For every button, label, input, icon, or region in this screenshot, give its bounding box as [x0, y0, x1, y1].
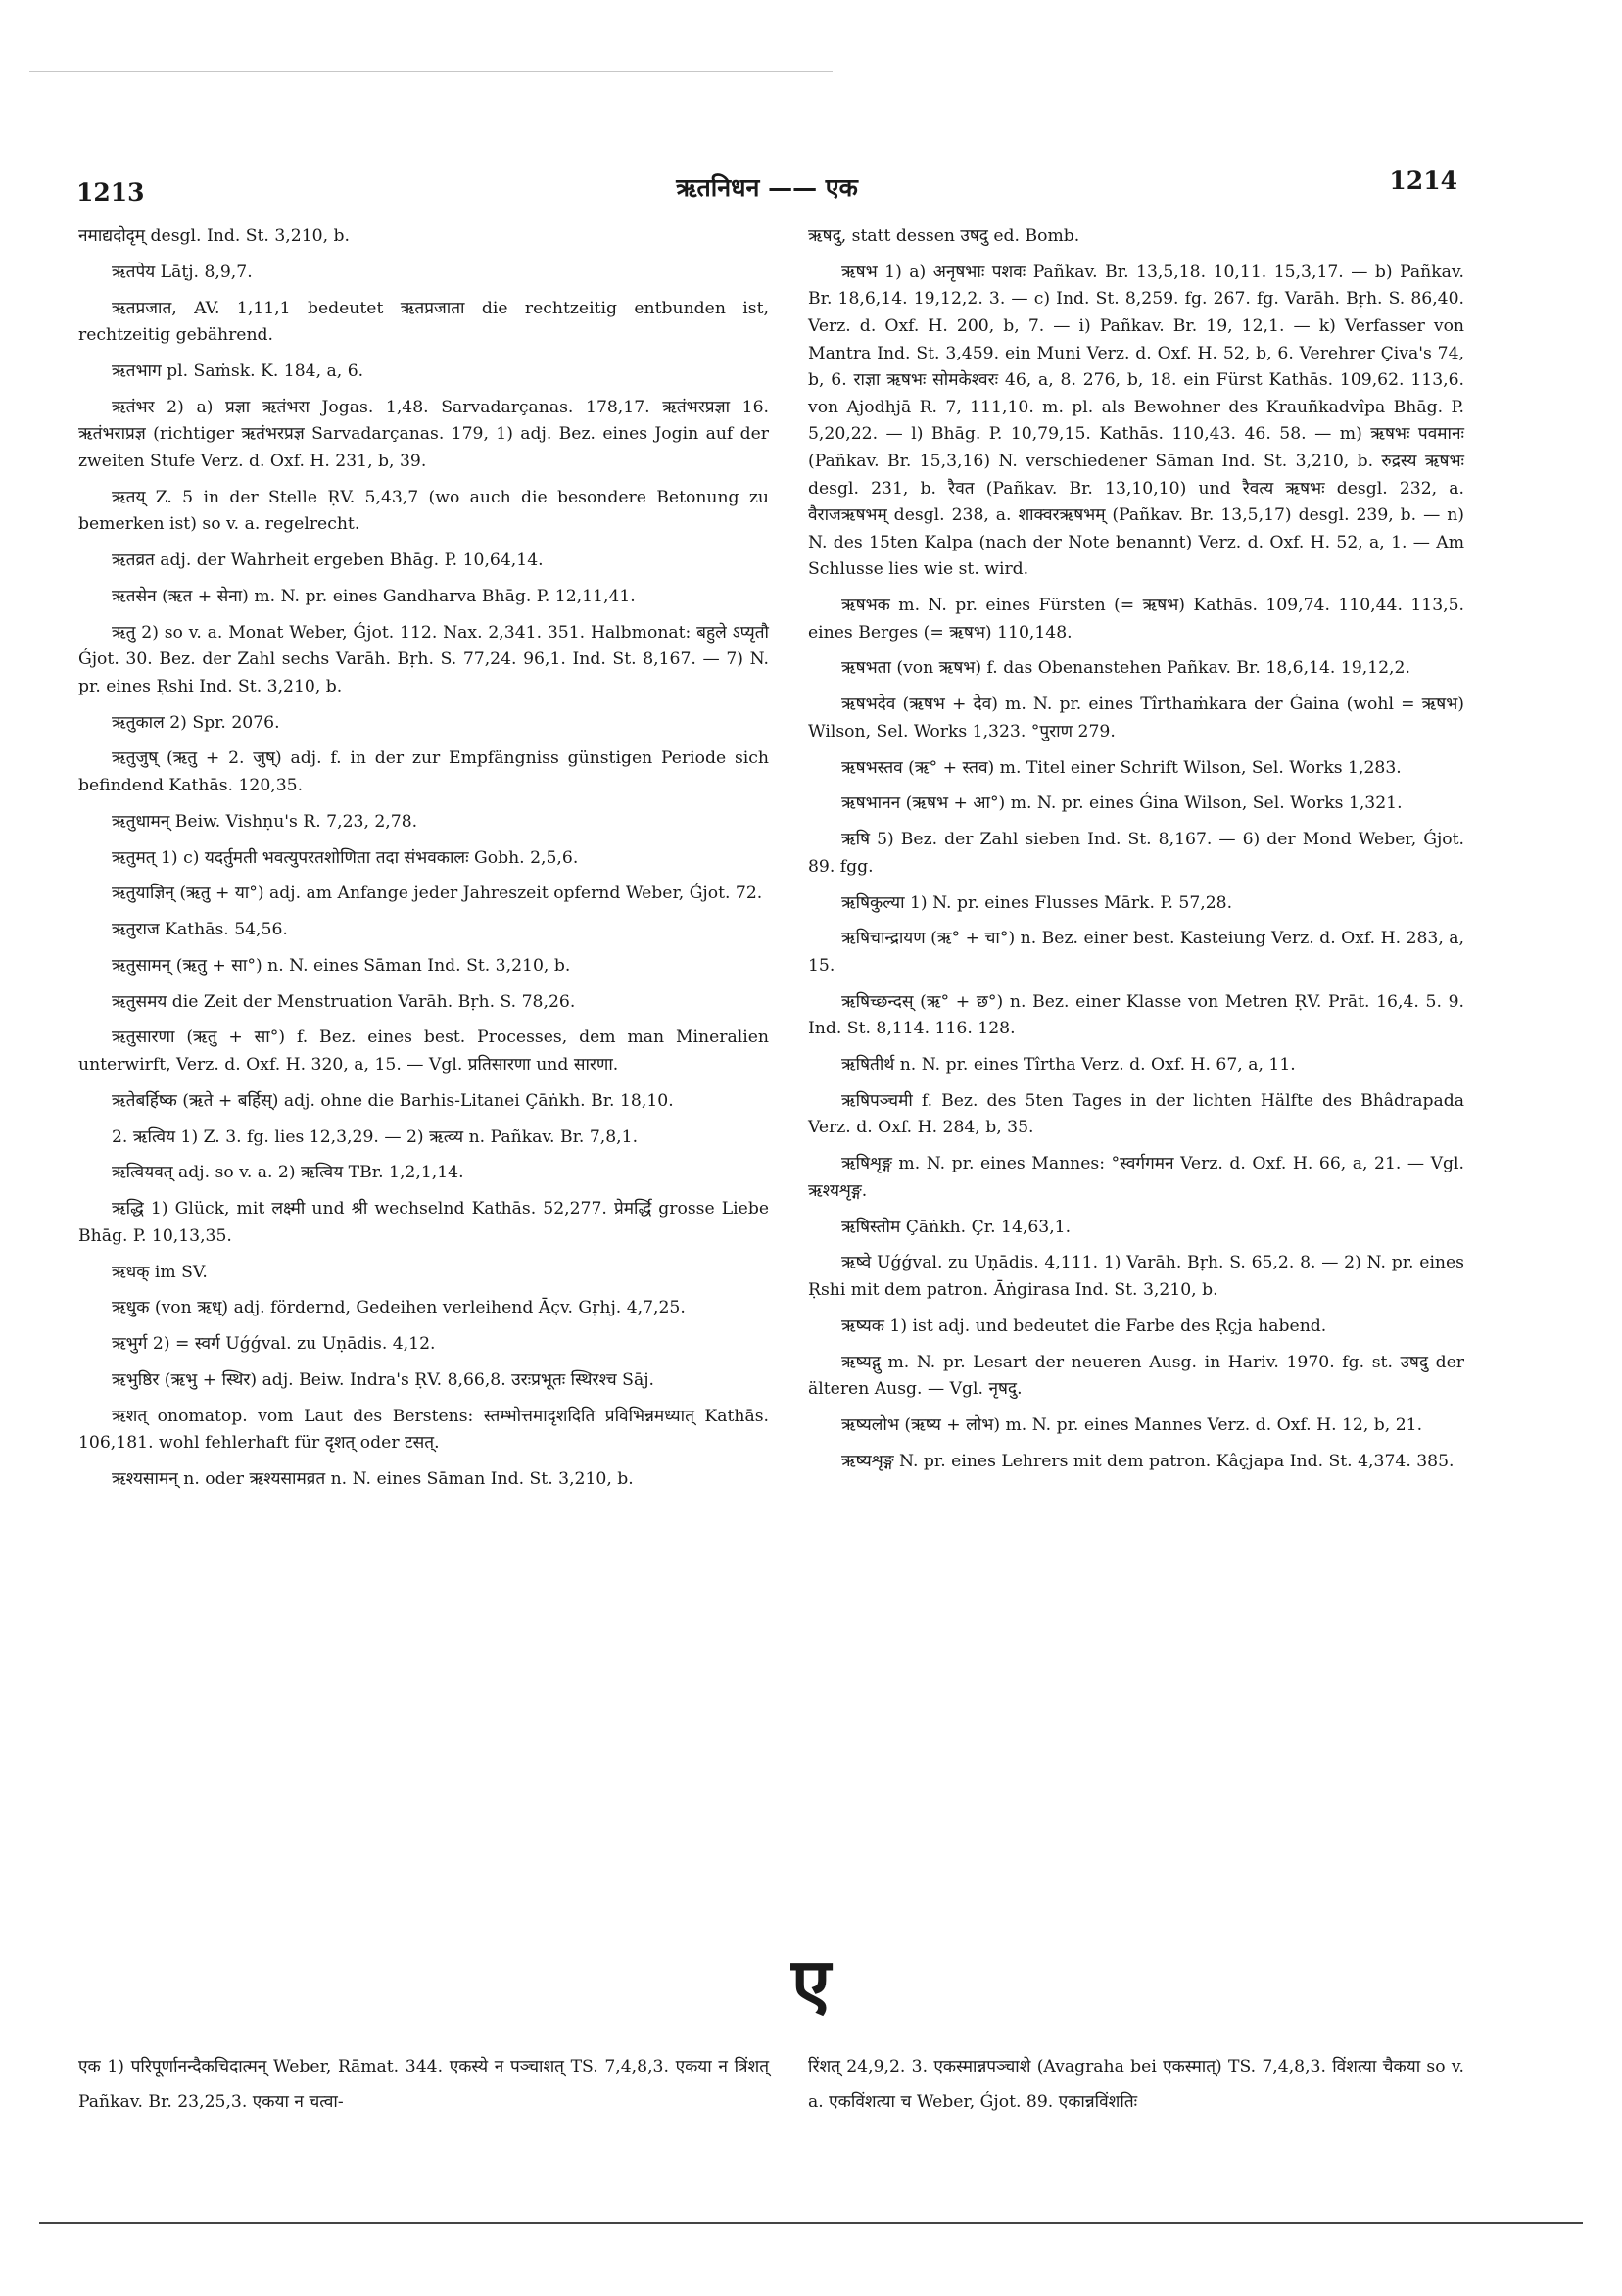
dictionary-entry: ऋतसेन (ऋत + सेना) m. N. pr. eines Gandharva Bhāg. P. 12,11,41. [112, 586, 636, 606]
left-column [78, 223, 769, 1503]
dictionary-entry: ऋषभक m. N. pr. eines Fürsten (= ऋषभ) Kathās. 109,74. 110,44. 113,5. eines Berges (= ऋषभ) 110,148. [808, 596, 1464, 643]
dictionary-entry: नमाद्यदोदृम् desgl. Ind. St. 3,210, b. [78, 226, 350, 246]
dictionary-entry: ऋतंभर 2) a) प्रज्ञा ऋतंभरा Jogas. 1,48. Sarvadarçanas. 178,17. ऋतंभरप्रज्ञा 16. ऋतंभराप्रज्ञ (richtiger ऋतंभरप्रज्ञ Sarvadarçanas. 179, 1) adj. Bez. eines Jogin auf der zweiten Stufe Verz. d. Oxf. H. 231, b, 39. [78, 397, 769, 471]
dictionary-entry: ऋष्यशृङ्ग N. pr. eines Lehrers mit dem patron. Kâçjapa Ind. St. 4,374. 385. [841, 1451, 1455, 1471]
dictionary-entry: ऋतुसामन् (ऋतु + सा°) n. N. eines Sāman Ind. St. 3,210, b. [112, 955, 571, 976]
dictionary-entry: ऋतप्रजात, AV. 1,11,1 bedeutet ऋतप्रजाता die rechtzeitig entbunden ist, rechtzeitig gebährend. [78, 298, 769, 346]
dictionary-entry: ऋषिशृङ्ग m. N. pr. eines Mannes: °स्वर्गगमन Verz. d. Oxf. H. 66, a, 21. — Vgl. ऋश्यशृङ्ग. [808, 1154, 1464, 1201]
dictionary-entry: ऋतुसमय die Zeit der Menstruation Varāh. Bṛh. S. 78,26. [112, 991, 576, 1012]
dictionary-entry: ऋद्धि 1) Glück, mit लक्ष्मी und श्री wechselnd Kathās. 52,277. प्रेमर्द्धि grosse Liebe Bhāg. P. 10,13,35. [78, 1199, 769, 1246]
dictionary-entry: ऋषदु, statt dessen उषदु ed. Bomb. [808, 226, 1080, 246]
dictionary-entry: ऋषिपञ्चमी f. Bez. des 5ten Tages in der lichten Hälfte des Bhâdrapada Verz. d. Oxf. H. 284, b, 35. [808, 1090, 1464, 1138]
dictionary-entry: ऋतपेय Lāṭj. 8,9,7. [112, 262, 253, 282]
dictionary-entry: ऋतुकाल 2) Spr. 2076. [112, 712, 280, 733]
bottom-left-text: एक 1) परिपूर्णानन्दैकचिदात्मन् Weber, Rāmat. 344. एकस्ये न पञ्चाशत् TS. 7,4,8,3. एकया न त्रिंशत् Pañkav. Br. 23,25,3. एकया न चत्वा- [78, 2057, 769, 2112]
dictionary-entry: ऋतभाग pl. Saṁsk. K. 184, a, 6. [112, 360, 364, 381]
dictionary-entry: ऋष्वे Uǵǵval. zu Uṇādis. 4,111. 1) Varāh. Bṛh. S. 65,2. 8. — 2) N. pr. eines Ṛshi mit dem patron. Āṅgirasa Ind. St. 3,210, b. [808, 1253, 1464, 1300]
dictionary-entry: ऋषि 5) Bez. der Zahl sieben Ind. St. 8,167. — 6) der Mond Weber, Ǵjot. 89. fgg. [808, 830, 1464, 877]
dictionary-entry: ऋषिचान्द्रायण (ऋ° + चा°) n. Bez. einer best. Kasteiung Verz. d. Oxf. H. 283, a, 15. [808, 929, 1464, 976]
page-header [76, 167, 1457, 206]
right-column [808, 223, 1464, 1485]
dictionary-entry: ऋधक् im SV. [112, 1262, 208, 1282]
bottom-right-text: रिंशत् 24,9,2. 3. एकस्मान्नपञ्चाशे (Avagraha bei एकस्मात्) TS. 7,4,8,3. विंशत्या चैकया so v. a. एकविंशत्या च Weber, Ǵjot. 89. एकान्नविंशतिः [808, 2057, 1464, 2112]
page-number-left: 1213 [76, 178, 145, 207]
dictionary-entry: ऋषभस्तव (ऋ° + स्तव) m. Titel einer Schrift Wilson, Sel. Works 1,283. [841, 757, 1402, 778]
dictionary-entry: ऋषिकुल्या 1) N. pr. eines Flusses Mārk. P. 57,28. [841, 892, 1233, 913]
dictionary-entry: ऋश्यसामन् n. oder ऋश्यसामव्रत n. N. eines Sāman Ind. St. 3,210, b. [112, 1469, 634, 1490]
dictionary-entry: ऋषभता (von ऋषभ) f. das Obenanstehen Pañkav. Br. 18,6,14. 19,12,2. [841, 658, 1410, 679]
dictionary-entry: ऋषभदेव (ऋषभ + देव) m. N. pr. eines Tîrthaṁkara der Ǵaina (wohl = ऋषभ) Wilson, Sel. Works 1,323. °पुराण 279. [808, 694, 1464, 741]
dictionary-entry: ऋष्यद्गु m. N. pr. Lesart der neueren Ausg. in Hariv. 1970. fg. st. उषदु der älteren Ausg. — Vgl. नृषदु. [808, 1352, 1464, 1400]
running-headword: ऋतनिधन —— एक [676, 173, 858, 202]
dictionary-entry: ऋतय् Z. 5 in der Stelle ṚV. 5,43,7 (wo auch die besondere Betonung zu bemerken ist) so v. a. regelrecht. [78, 487, 769, 535]
dictionary-entry: ऋतुजुष् (ऋतु + 2. जुष्) adj. f. in der zur Empfängniss günstigen Periode sich befindend Kathās. 120,35. [78, 748, 769, 795]
dictionary-entry: ऋतुयाज्ञिन् (ऋतु + या°) adj. am Anfange jeder Jahreszeit opfernd Weber, Ǵjot. 72. [112, 884, 763, 904]
bottom-rule [39, 2222, 1583, 2224]
dictionary-entry: ऋष्यलोभ (ऋष्य + लोभ) m. N. pr. eines Mannes Verz. d. Oxf. H. 12, b, 21. [841, 1414, 1423, 1435]
page-number-right: 1214 [1389, 167, 1457, 195]
section-letter: ए [791, 1941, 831, 2025]
dictionary-entry: 2. ऋत्विय 1) Z. 3. fg. lies 12,3,29. — 2) ऋत्व्य n. Pañkav. Br. 7,8,1. [112, 1126, 639, 1147]
dictionary-entry: ऋतेबर्हिष्क (ऋते + बर्हिस्) adj. ohne die Barhis-Litanei Çāṅkh. Br. 18,10. [112, 1090, 674, 1111]
dictionary-entry: ऋषिस्तोम Çāṅkh. Çr. 14,63,1. [841, 1217, 1072, 1237]
dictionary-entry: ऋतव्रत adj. der Wahrheit ergeben Bhāg. P. 10,64,14. [112, 550, 544, 571]
dictionary-entry: ऋतुसारणा (ऋतु + सा°) f. Bez. eines best. Processes, dem man Mineralien unterwirft, Verz. d. Oxf. H. 320, a, 15. — Vgl. प्रतिसारणा und सारणा. [78, 1028, 769, 1076]
dictionary-entry: ऋभुष्ठिर (ऋभु + स्थिर) adj. Beiw. Indra's ṚV. 8,66,8. उरःप्रभूतः स्थिरश्च Sāj. [112, 1369, 654, 1390]
scan-artifact-line [29, 71, 833, 72]
dictionary-entry: ऋतुधामन् Beiw. Vishṇu's R. 7,23, 2,78. [112, 811, 418, 832]
dictionary-entry: ऋतु 2) so v. a. Monat Weber, Ǵjot. 112. Nax. 2,341. 351. Halbmonat: बहुले ऽप्यृतौ Ǵjot. 30. Bez. der Zahl sechs Varāh. Bṛh. S. 77,24. 96,1. Ind. St. 8,167. — 7) N. pr. eines Ṛshi Ind. St. 3,210, b. [78, 622, 769, 696]
dictionary-entry: ऋत्वियवत् adj. so v. a. 2) ऋत्विय TBr. 1,2,1,14. [112, 1163, 464, 1183]
dictionary-entry: ऋशत् onomatop. vom Laut des Berstens: स्तम्भोत्तमादृशदिति प्रविभिन्नमध्यात् Kathās. 106,181. wohl fehlerhaft für दृशत् oder टसत्. [78, 1406, 769, 1454]
dictionary-entry: ऋषिच्छन्दस् (ऋ° + छ°) n. Bez. einer Klasse von Metren ṚV. Prāt. 16,4. 5. 9. Ind. St. 8,114. 116. 128. [808, 991, 1464, 1039]
dictionary-entry: ऋषितीर्थ n. N. pr. eines Tîrtha Verz. d. Oxf. H. 67, a, 11. [841, 1055, 1296, 1076]
dictionary-entry: ऋतुराज Kathās. 54,56. [112, 920, 288, 940]
dictionary-entry: ऋषभानन (ऋषभ + आ°) m. N. pr. eines Ǵina Wilson, Sel. Works 1,321. [841, 793, 1403, 814]
dictionary-entry: ऋषभ 1) a) अनृषभाः पशवः Pañkav. Br. 13,5,18. 10,11. 15,3,17. — b) Pañkav. Br. 18,6,14. 19,12,2. 3. — c) Ind. St. 8,259. fg. 267. fg. Varāh. Bṛh. S. 86,40. Verz. d. Oxf. H. 200, b, 7. — i) Pañkav. Br. 19, 12,1. — k) Verfasser von Mantra Ind. St. 3,459. ein Muni Verz. d. Oxf. H. 52, b, 6. Verehrer Çiva's 74, b, 6. राज्ञा ऋषभः सोमकेश्वरः 46, a, 8. 276, b, 18. ein Fürst Kathās. 109,62. 113,6. von Ajodhjā R. 7, 111,10. m. pl. als Bewohner des Krauñkadvîpa Bhāg. P. 5,20,22. — l) Bhāg. P. 10,79,15. Kathās. 110,43. 46. 58. — m) ऋषभः पवमानः (Pañkav. Br. 15,3,16) N. verschiedener Sāman Ind. St. 3,210, b. रुद्रस्य ऋषभः desgl. 231, b. रैवत (Pañkav. Br. 13,10,10) und रैवत्य ऋषभः desgl. 232, a. वैराजऋषभम् desgl. 238, a. शाक्वरऋषभम् (Pañkav. Br. 13,5,17) desgl. 239, b. — n) N. des 15ten Kalpa (nach der Note benannt) Verz. d. Oxf. H. 52, a, 1. — Am Schlusse lies wie st. wird. [808, 262, 1465, 580]
dictionary-entry: ऋधुक (von ऋध्) adj. fördernd, Gedeihen verleihend Āçv. Gṛhj. 4,7,25. [112, 1298, 686, 1318]
dictionary-entry: ऋतुमत् 1) c) यदर्तुमती भवत्युपरतशोणिता तदा संभवकालः Gobh. 2,5,6. [112, 847, 579, 868]
dictionary-entry: ऋष्यक 1) ist adj. und bedeutet die Farbe des Ṛçja habend. [841, 1315, 1327, 1336]
dictionary-entry: ऋभुर्ग 2) = स्वर्ग Uǵǵval. zu Uṇādis. 4,12. [112, 1334, 436, 1355]
